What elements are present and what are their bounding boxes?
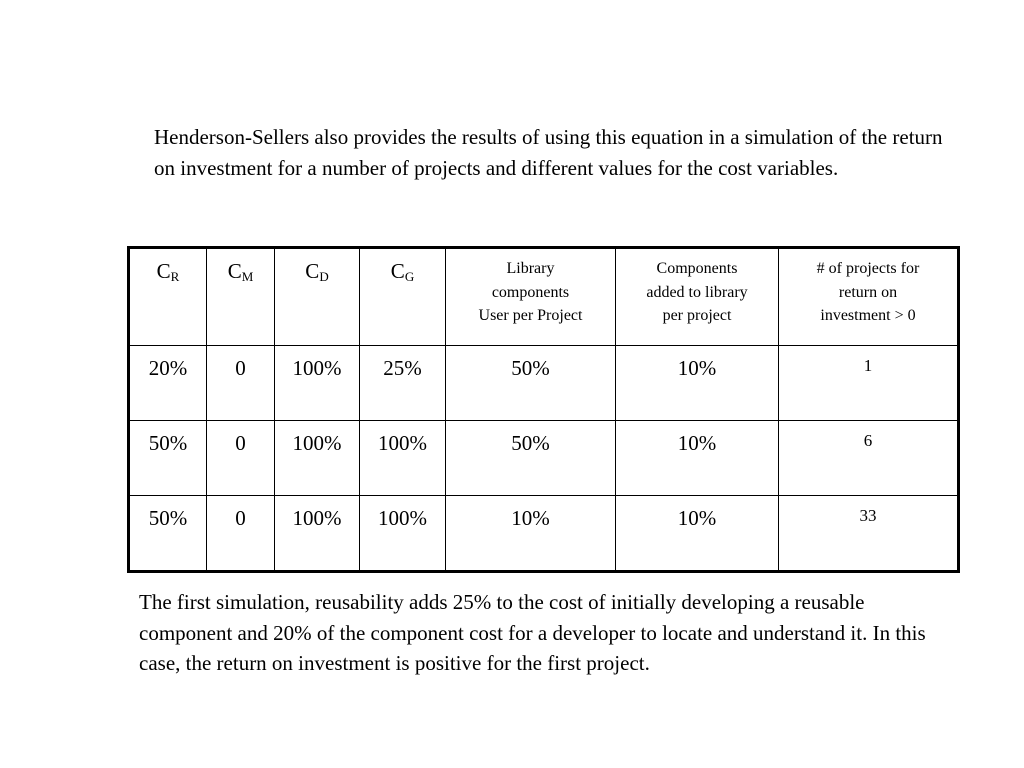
cell-projects-roi: 6 — [779, 421, 959, 496]
header-cd — [275, 248, 360, 346]
cell-cm: 0 — [207, 421, 275, 496]
conclusion-paragraph: The first simulation, reusability adds 25% to the cost of initially developing a reusable component and 20% of the component cost for a developer to locate and understand it. In this case, the return on investment is positive for the first project. — [139, 590, 926, 675]
header-components-added — [616, 248, 779, 346]
cell-projects-roi: 1 — [779, 346, 959, 421]
header-projects-line1: # of projects for — [816, 260, 920, 277]
cell-cd: 100% — [275, 496, 360, 572]
header-library-line1: Library — [506, 260, 555, 277]
cell-cg: 100% — [360, 496, 446, 572]
cell-cr: 20% — [129, 346, 207, 421]
header-cm-main: C — [227, 259, 242, 283]
header-cm-sub: M — [241, 269, 254, 284]
cell-cg: 25% — [360, 346, 446, 421]
header-projects-line2: return on — [838, 283, 898, 301]
header-cr-main: C — [156, 259, 171, 283]
header-components-line1: Components — [656, 260, 738, 277]
header-library-line3: User per Project — [478, 307, 583, 324]
cell-library-components: 50% — [446, 346, 616, 421]
cell-projects-roi: 33 — [779, 496, 959, 572]
cell-cm: 0 — [207, 346, 275, 421]
cell-components-added: 10% — [616, 496, 779, 572]
header-components-line2: added to library — [646, 283, 748, 301]
header-library-line2: components — [491, 283, 570, 301]
table-row — [129, 421, 959, 496]
header-cd-sub: D — [319, 269, 329, 284]
table-header-row — [129, 248, 959, 346]
header-cr-sub: R — [170, 269, 180, 284]
cell-components-added: 10% — [616, 346, 779, 421]
header-library-components — [446, 248, 616, 346]
header-projects-line3: investment > 0 — [820, 307, 916, 324]
cell-cd: 100% — [275, 346, 360, 421]
header-projects-roi — [779, 248, 959, 346]
header-cg-main: C — [390, 259, 405, 283]
roi-simulation-table — [127, 246, 960, 573]
header-cd-main: C — [305, 259, 320, 283]
table-row — [129, 496, 959, 572]
cell-library-components: 50% — [446, 421, 616, 496]
cell-cr: 50% — [129, 421, 207, 496]
table-row — [129, 346, 959, 421]
cell-library-components: 10% — [446, 496, 616, 572]
cell-cg: 100% — [360, 421, 446, 496]
cell-components-added: 10% — [616, 421, 779, 496]
header-components-line3: per project — [662, 307, 732, 324]
intro-paragraph: Henderson-Sellers also provides the results of using this equation in a simulation of the return on investment for a number of projects and different values for the cost variables. — [154, 125, 943, 180]
header-cm — [207, 248, 275, 346]
header-cg-sub: G — [404, 269, 415, 284]
cell-cm: 0 — [207, 496, 275, 572]
cell-cd: 100% — [275, 421, 360, 496]
cell-cr: 50% — [129, 496, 207, 572]
header-cg — [360, 248, 446, 346]
header-cr — [129, 248, 207, 346]
